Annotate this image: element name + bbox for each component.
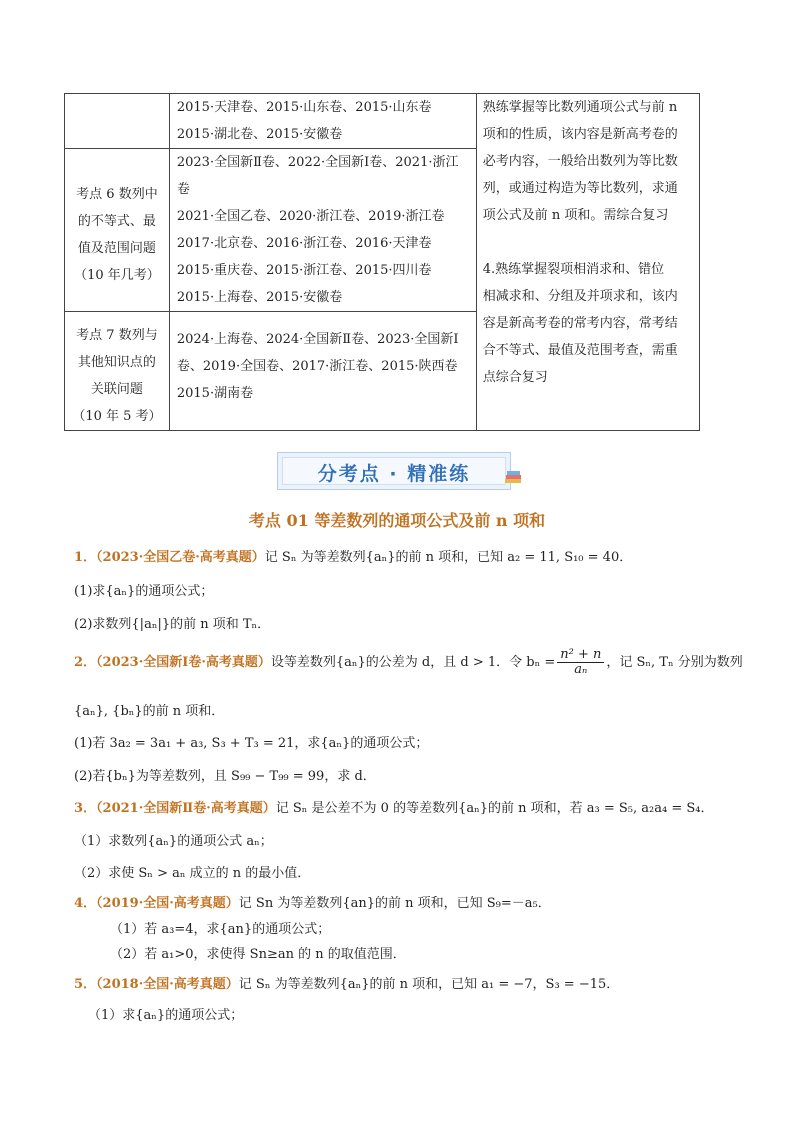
question-5 xyxy=(74,973,619,992)
question-source: （2018·全国·高考真题） xyxy=(96,977,239,992)
question-5-part-1: （1）求{aₙ}的通项公式； xyxy=(88,1008,244,1023)
table-cell-sources xyxy=(169,312,476,431)
question-source: （2021·全国新Ⅱ卷·高考真题） xyxy=(96,801,276,816)
topic-line: 的不等式、最 xyxy=(77,214,156,229)
topic-line: 其他知识点的 xyxy=(77,355,156,370)
topic-line: 值及范围问题 xyxy=(77,241,156,256)
advice-line xyxy=(483,229,699,256)
fraction-numerator: n² + n xyxy=(557,648,604,663)
advice-line: 相减求和、分组及并项求和，该内 xyxy=(482,289,678,304)
advice-line: 列，或通过构造为等比数列，求通 xyxy=(482,181,678,196)
advice-line: 合不等式、最值及范围考查，需重 xyxy=(482,343,678,358)
question-number: 1． xyxy=(74,550,97,565)
section-heading: 考点 01 等差数列的通项公式及前 n 项和 xyxy=(248,511,546,530)
question-number: 5． xyxy=(74,977,97,992)
advice-line: 容是新高考卷的常考内容，常考结 xyxy=(482,316,678,331)
source-line: 2015·天津卷、2015·山东卷、2015·山东卷 xyxy=(176,100,432,115)
advice-line: 4.熟练掌握裂项相消求和、错位 xyxy=(482,262,665,277)
source-line: 2024·上海卷、2024·全国新Ⅱ卷、2023·全国新Ⅰ xyxy=(176,332,459,347)
source-line: 卷 xyxy=(176,182,190,197)
question-text: 记 Sₙ 是公差不为 0 的等差数列{aₙ}的前 n 项和，若 a₃ = S₅, a₂a₄ = S₄． xyxy=(275,801,714,816)
question-4-part-1: （1）若 a₃=4，求{an}的通项公式； xyxy=(110,922,331,937)
advice-line: 项和的性质，该内容是新高考卷的 xyxy=(482,127,678,142)
source-line: 2017·北京卷、2016·浙江卷、2016·天津卷 xyxy=(176,236,432,251)
source-line: 2021·全国乙卷、2020·浙江卷、2019·浙江卷 xyxy=(176,209,445,224)
table-cell-advice xyxy=(476,94,699,431)
question-3-part-1: （1）求数列{aₙ}的通项公式 aₙ； xyxy=(74,834,273,849)
books-icon xyxy=(504,467,524,487)
advice-line: 必考内容，一般给出数列为等比数 xyxy=(482,154,678,169)
table-cell-topic xyxy=(65,312,170,431)
topic-line: 考点 7 数列与 xyxy=(76,328,158,343)
question-text: 记 Sₙ 为等差数列{aₙ}的前 n 项和，已知 a₁ = −7，S₃ = −15． xyxy=(238,977,620,992)
source-line: 2023·全国新Ⅱ卷、2022·全国新Ⅰ卷、2021·浙江 xyxy=(176,155,459,170)
table-cell-topic xyxy=(65,149,170,312)
topic-line: 考点 6 数列中 xyxy=(76,187,158,202)
fraction xyxy=(557,648,604,677)
section-banner xyxy=(277,452,511,490)
question-text: ，记 Sₙ, Tₙ 分别为数列 xyxy=(606,655,743,670)
question-text: 记 Sn 为等差数列{an}的前 n 项和，已知 S₉=－a₅． xyxy=(238,896,551,911)
question-2-part-1: (1)若 3a₂ = 3a₁ + a₃, S₃ + T₃ = 21，求{aₙ}的通项公式； xyxy=(74,736,429,751)
topic-line: （10 年 5 考） xyxy=(72,409,162,424)
question-1 xyxy=(74,546,632,565)
question-2-part-2: (2)若{bₙ}为等差数列，且 S₉₉ − T₉₉ = 99，求 d． xyxy=(74,769,376,784)
question-number: 4． xyxy=(74,896,97,911)
question-1-part-1: (1)求{aₙ}的通项公式； xyxy=(74,584,214,599)
question-3 xyxy=(74,797,713,816)
question-text: 记 Sₙ 为等差数列{aₙ}的前 n 项和，已知 a₂ = 11, S₁₀ = 40． xyxy=(264,550,633,565)
question-source: （2019·全国·高考真题） xyxy=(96,896,239,911)
source-line: 2015·湖北卷、2015·安徽卷 xyxy=(176,127,343,142)
question-1-part-2: (2)求数列{|aₙ|}的前 n 项和 Tₙ． xyxy=(74,617,271,632)
table-cell-sources xyxy=(169,149,476,312)
question-4 xyxy=(74,892,551,911)
exam-analysis-table xyxy=(64,93,700,431)
source-line: 2015·湖南卷 xyxy=(176,386,254,401)
topic-line: （10 年几考） xyxy=(74,268,160,283)
question-2-line-2: {aₙ}, {bₙ}的前 n 项和． xyxy=(74,704,225,719)
question-4-part-2: （2）若 a₁>0，求使得 Sn≥an 的 n 的取值范围． xyxy=(110,947,406,962)
table-cell-topic xyxy=(65,94,170,149)
source-line: 2015·重庆卷、2015·浙江卷、2015·四川卷 xyxy=(176,263,432,278)
advice-line: 熟练掌握等比数列通项公式与前 n xyxy=(482,100,678,115)
question-source: （2023·全国新Ⅰ卷·高考真题） xyxy=(96,655,271,670)
source-line: 2015·上海卷、2015·安徽卷 xyxy=(176,290,343,305)
banner-title: 分考点 · 精准练 xyxy=(317,463,471,485)
question-number: 3． xyxy=(74,801,97,816)
source-line: 卷、2019·全国卷、2017·浙江卷、2015·陕西卷 xyxy=(176,359,458,374)
table-cell-sources xyxy=(169,94,476,149)
table-row xyxy=(65,94,700,149)
fraction-denominator: aₙ xyxy=(574,662,588,677)
topic-line: 关联问题 xyxy=(90,382,143,397)
advice-line: 项公式及前 n 项和。需综合复习 xyxy=(482,208,669,223)
question-text: 设等差数列{aₙ}的公差为 d，且 d > 1．令 bₙ = xyxy=(270,655,556,670)
question-2 xyxy=(74,648,743,677)
question-source: （2023·全国乙卷·高考真题） xyxy=(96,550,265,565)
question-number: 2． xyxy=(74,655,97,670)
advice-line: 点综合复习 xyxy=(482,370,548,385)
question-3-part-2: （2）求使 Sₙ > aₙ 成立的 n 的最小值． xyxy=(74,866,311,881)
